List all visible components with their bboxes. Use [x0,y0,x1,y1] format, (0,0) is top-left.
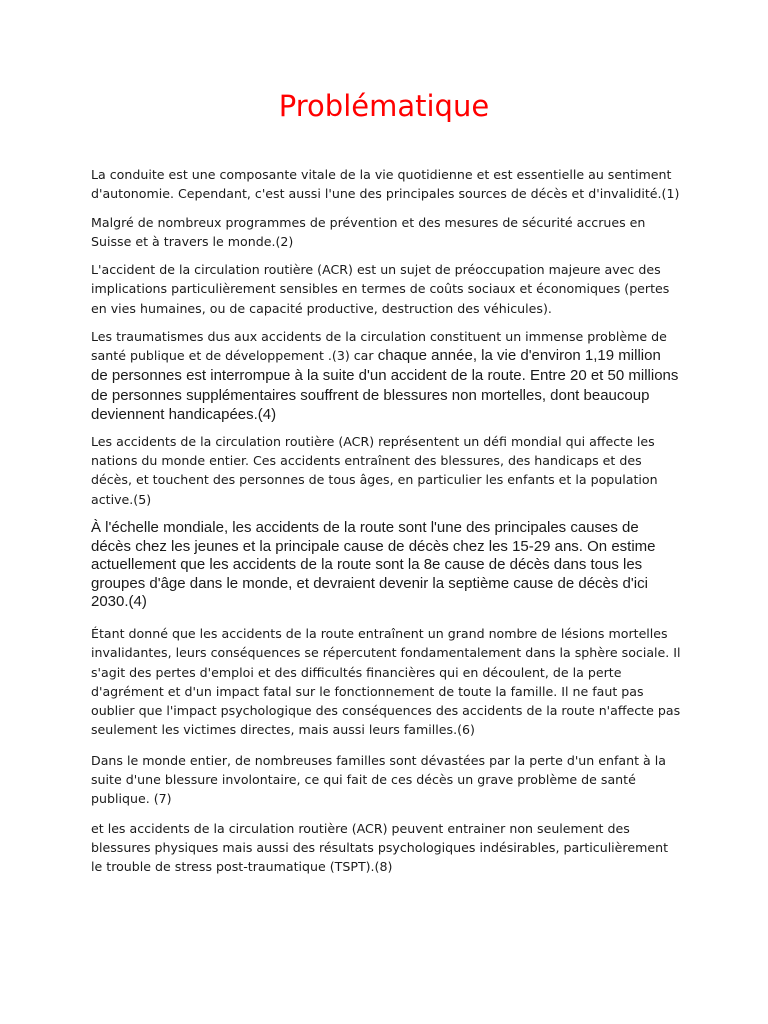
paragraph-4-large-text: chaque année, la vie d'environ 1,19 million de personnes est interrompue à la suite d'un accident de la route. Entre 20 et 50 millions de personnes supplémentaires souffrent de blessures non mortelles, dont beaucoup deviennent handicapées.(4) [91,347,679,424]
page-title: Problématique [278,89,490,123]
paragraph-6: À l'échelle mondiale, les accidents de la route sont l'une des principales causes de décès chez les jeunes et la principale cause de décès chez les 15-29 ans. On estime actuellement que les accidents de la route sont la 8e cause de décès dans tous les groupes d'âge dans le monde, et devraient devenir la septième cause de décès d'ici 2030.(4) [91,518,656,611]
paragraph-4 [91,327,681,425]
paragraph-7: Étant donné que les accidents de la route entraînent un grand nombre de lésions mortelles invalidantes, leurs conséquences se répercutent fondamentalement dans la sphère sociale. Il s'agit des pertes d'emploi et des difficultés financières qui en découlent, de la perte d'agrément et d'un impact fatal sur le fonctionnement de toute la famille. Il ne faut pas oublier que l'impact psychologique des conséquences des accidents de la route n'affecte pas seulement les victimes directes, mais aussi leurs familles.(6) [91,625,681,738]
paragraph-8: Dans le monde entier, de nombreuses familles sont dévastées par la perte d'un enfant à la suite d'une blessure involontaire, ce qui fait de ces décès un grave problème de santé publique. (7) [91,752,666,807]
document-body [91,165,681,886]
paragraph-2: Malgré de nombreux programmes de prévention et des mesures de sécurité accrues en Suisse et à travers le monde.(2) [91,214,646,249]
paragraph-5: Les accidents de la circulation routière (ACR) représentent un défi mondial qui affecte les nations du monde entier. Ces accidents entraînent des blessures, des handicaps et des décès, et touchent des personnes de tous âges, en particulier les enfants et la population active.(5) [91,433,658,507]
paragraph-1: La conduite est une composante vitale de la vie quotidienne et est essentielle au sentiment d'autonomie. Cependant, c'est aussi l'une des principales sources de décès et d'invalidité.(1) [91,167,680,202]
paragraph-3: L'accident de la circulation routière (ACR) est un sujet de préoccupation majeure avec des implications particulièrement sensibles en termes de coûts sociaux et économiques (pertes en vies humaines, ou de capacité productive, destruction des véhicules). [91,262,670,316]
paragraph-4-start: Les traumatismes dus aux accidents de la circulation constituent un immense problème de santé publique et de développement .(3) car [91,329,667,364]
paragraph-9: et les accidents de la circulation routière (ACR) peuvent entrainer non seulement des blessures physiques mais aussi des résultats psychologiques indésirables, particulièrement le trouble de stress post-traumatique (TSPT).(8) [91,820,669,875]
